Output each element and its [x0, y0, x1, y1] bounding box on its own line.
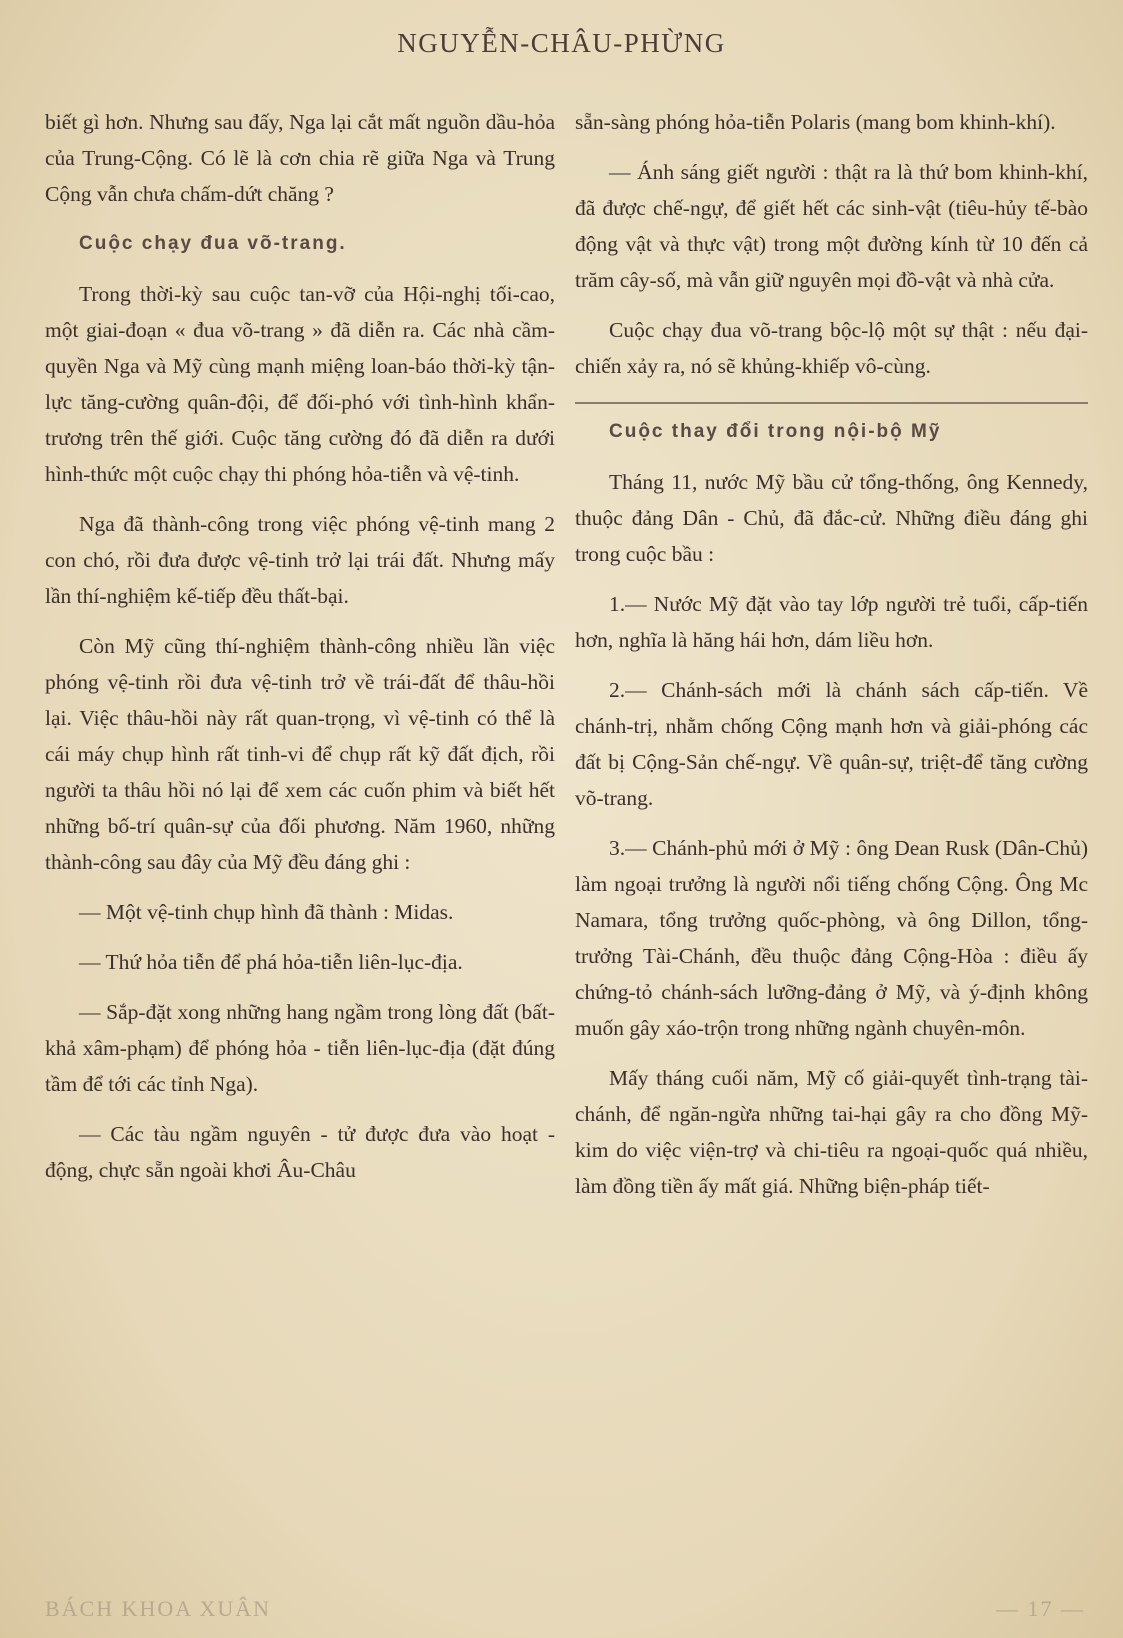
magazine-name: BÁCH KHOA XUÂN — [45, 1596, 272, 1621]
section-heading: Cuộc thay đổi trong nội-bộ Mỹ — [575, 402, 1088, 450]
list-item: — Thứ hỏa tiễn để phá hỏa-tiễn liên-lục-địa. — [79, 950, 463, 974]
paragraph: Tháng 11, nước Mỹ bầu cử tổng-thống, ông Kennedy, thuộc đảng Dân - Chủ, đã đắc-cử. Những điều đáng ghi trong cuộc bầu : — [575, 470, 1088, 566]
paragraph: Mấy tháng cuối năm, Mỹ cố giải-quyết tình-trạng tài-chánh, để ngăn-ngừa những tai-hại gây ra cho đồng Mỹ-kim do việc viện-trợ và chi-tiêu ra ngoại-quốc quá nhiều, làm đồng tiền ấy mất giá. Những biện-pháp tiết- — [575, 1066, 1088, 1198]
paragraph: Cuộc chạy đua võ-trang bộc-lộ một sự thật : nếu đại-chiến xảy ra, nó sẽ khủng-khiếp vô-cùng. — [575, 318, 1088, 378]
list-item: — Sắp-đặt xong những hang ngầm trong lòng đất (bất-khả xâm-phạm) để phóng hỏa - tiễn liên-lục-địa (đặt đúng tầm để tới các tỉnh Nga). — [45, 1000, 555, 1096]
paragraph: Trong thời-kỳ sau cuộc tan-vỡ của Hội-nghị tối-cao, một giai-đoạn « đua võ-trang » đã diễn ra. Các nhà cầm-quyền Nga và Mỹ cùng mạnh miệng loan-báo thời-kỳ tận-lực tăng-cường quân-đội, để đối-phó với tình-hình khẩn-trương trên thế giới. Cuộc tăng cường đó đã diễn ra dưới hình-thức một cuộc chạy thi phóng hỏa-tiễn và vệ-tinh. — [45, 282, 555, 486]
paragraph: sẵn-sàng phóng hỏa-tiễn Polaris (mang bom khinh-khí). — [575, 110, 1056, 134]
list-item: — Các tàu ngầm nguyên - tử được đưa vào hoạt - động, chực sẵn ngoài khơi Âu-Châu — [45, 1122, 555, 1182]
page-header-title: NGUYỄN-CHÂU-PHỪNG — [397, 28, 726, 58]
left-column — [45, 104, 555, 1202]
list-item: 1.— Nước Mỹ đặt vào tay lớp người trẻ tuổi, cấp-tiến hơn, nghĩa là hăng hái hơn, dám liều hơn. — [575, 592, 1088, 652]
page-number: — 17 — — [996, 1596, 1085, 1621]
paragraph: biết gì hơn. Nhưng sau đấy, Nga lại cắt mất nguồn dầu-hỏa của Trung-Cộng. Có lẽ là cơn chia rẽ giữa Nga và Trung Cộng vẫn chưa chấm-dứt chăng ? — [45, 110, 555, 206]
right-column — [575, 104, 1088, 1218]
list-item: 3.— Chánh-phủ mới ở Mỹ : ông Dean Rusk (Dân-Chủ) làm ngoại trưởng là người nổi tiếng chống Cộng. Ông Mc Namara, tổng trưởng quốc-phòng, và ông Dillon, tổng-trưởng Tài-Chánh, đều thuộc đảng Cộng-Hòa : điều ấy chứng-tỏ chánh-sách lưỡng-đảng ở Mỹ, và ý-định không muốn gây xáo-trộn trong những ngành chuyên-môn. — [575, 836, 1088, 1040]
paragraph: Còn Mỹ cũng thí-nghiệm thành-công nhiều lần việc phóng vệ-tinh rồi đưa vệ-tinh trở về trái-đất để thâu-hồi lại. Việc thâu-hồi này rất quan-trọng, vì vệ-tinh có thể là cái máy chụp hình rất tinh-vi để chụp rất kỹ đất địch, rồi người ta thâu hồi nó lại để xem các cuốn phim và biết hết những bố-trí quân-sự của đối phương. Năm 1960, những thành-công sau đây của Mỹ đều đáng ghi : — [45, 634, 555, 874]
paragraph: Nga đã thành-công trong việc phóng vệ-tinh mang 2 con chó, rồi đưa được vệ-tinh trở lại trái đất. Nhưng mấy lần thí-nghiệm kế-tiếp đều thất-bại. — [45, 512, 555, 608]
list-item: — Một vệ-tinh chụp hình đã thành : Midas. — [79, 900, 454, 924]
page-footer — [45, 1596, 1085, 1626]
list-item: — Ánh sáng giết người : thật ra là thứ bom khinh-khí, đã được chế-ngự, để giết hết các sinh-vật (tiêu-hủy tế-bào động vật và thực vật) trong một đường kính từ 10 đến cả trăm cây-số, mà vẫn giữ nguyên mọi đồ-vật và nhà cửa. — [575, 160, 1088, 292]
list-item: 2.— Chánh-sách mới là chánh sách cấp-tiến. Về chánh-trị, nhằm chống Cộng mạnh hơn và giải-phóng các đất bị Cộng-Sản chế-ngự. Về quân-sự, triệt-để tăng cường võ-trang. — [575, 678, 1088, 810]
section-heading: Cuộc chạy đua võ-trang. — [79, 233, 347, 254]
